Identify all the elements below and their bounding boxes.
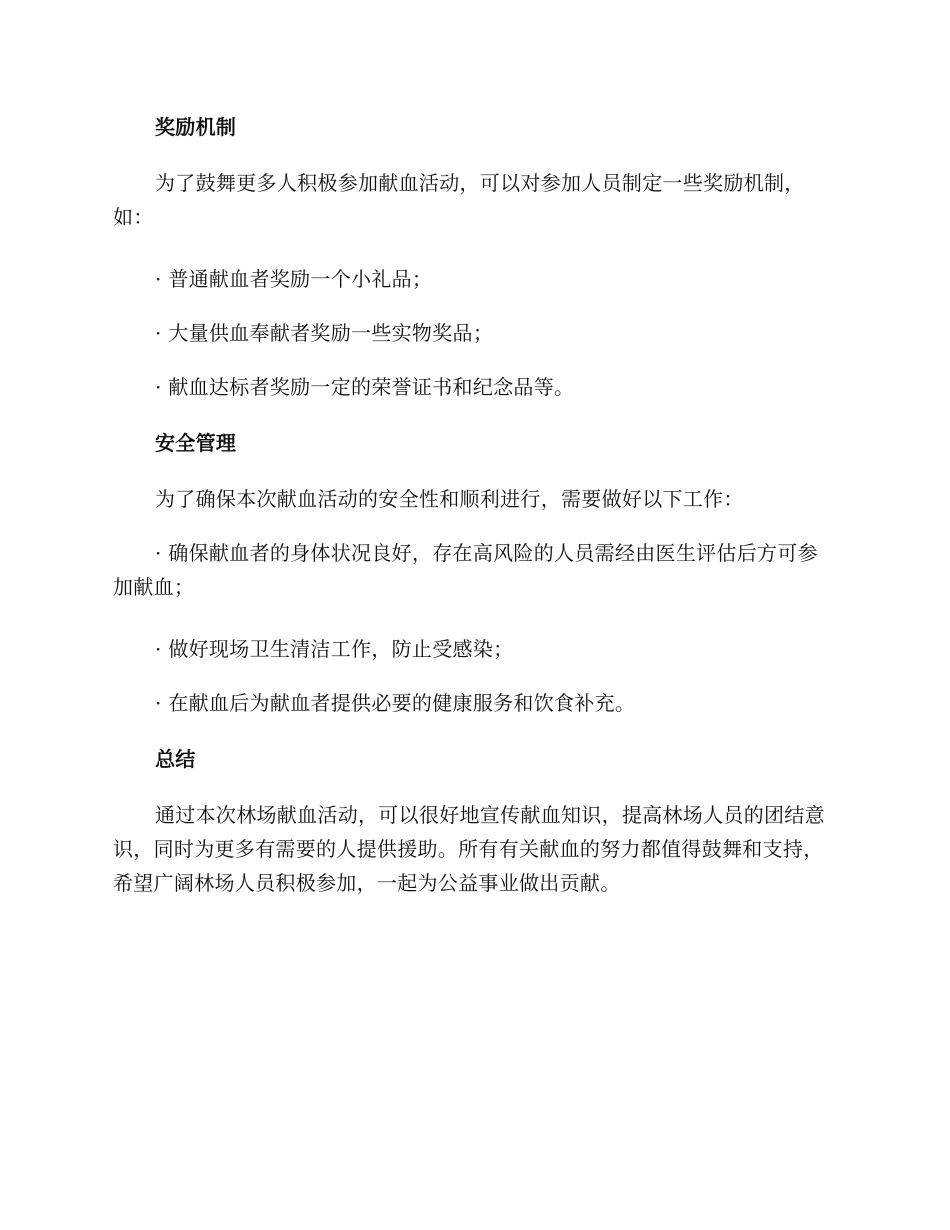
section-heading-summary: 总结 [155,747,196,771]
rewards-bullet-2: · 大量供血奉献者奖励一些实物奖品； [155,321,494,345]
section-heading-safety: 安全管理 [155,431,237,455]
safety-bullet-1: · 确保献血者的身体状况良好，存在高风险的人员需经由医生评估后方可参加献血； [113,541,818,599]
rewards-intro-paragraph: 为了鼓舞更多人积极参加献血活动，可以对参加人员制定一些奖励机制，如： [113,171,805,229]
safety-intro-paragraph: 为了确保本次献血活动的安全性和顺利进行，需要做好以下工作： [155,487,744,511]
safety-bullet-3: · 在献血后为献血者提供必要的健康服务和饮食补充。 [155,691,636,715]
summary-paragraph: 通过本次林场献血活动，可以很好地宣传献血知识，提高林场人员的团结意识，同时为更多有需要的人提供援助。所有有关献血的努力都值得鼓舞和支持，希望广阔林场人员积极参加，一起为公益事业做出贡献。 [113,803,825,895]
rewards-bullet-3: · 献血达标者奖励一定的荣誉证书和纪念品等。 [155,375,575,399]
rewards-bullet-1: · 普通献血者奖励一个小礼品； [155,267,433,291]
section-heading-rewards: 奖励机制 [155,115,237,139]
safety-bullet-2: · 做好现场卫生清洁工作，防止受感染； [155,637,514,661]
